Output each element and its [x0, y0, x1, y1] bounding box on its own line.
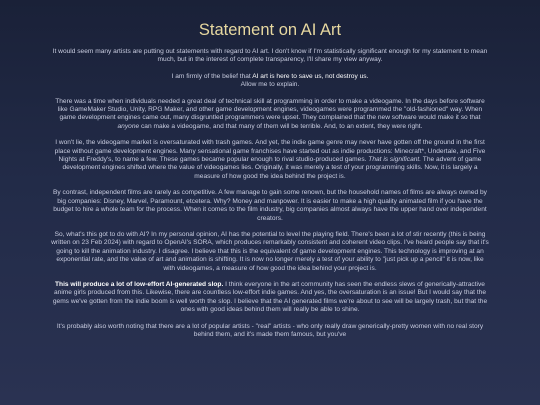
article — [50, 0, 490, 339]
page-title: Statement on AI Art — [198, 21, 342, 39]
belief-highlight: AI art is here to save us, not destroy us. — [252, 72, 369, 80]
slop-highlight: This will produce a lot of low-effort AI-generated slop. — [55, 280, 224, 288]
emphasis-significant: That is significant. — [368, 156, 422, 164]
emphasis-anyone: anyone — [117, 122, 140, 130]
paragraph-ai-level-field: So, what's this got to do with AI? In my personal opinion, AI has the potential to level the playing field. There's been a lot of stir recently (this is being written on 23 Feb 2024) with regard to OpenAI's SORA, which produces remarkably consistent and coherent video clips. I've heard people say that it's going to kill the animation industry. I disagree. I believe that this is the equivalent of game development engines. This technology is improving at an exponential rate, and the value of art and animation is shifting. It is now no longer merely a test of your ability to "just pick up a pencil" it is now, like with videogames, a measure of how good the idea behind your project is. — [51, 230, 489, 272]
paragraph-belief: I am firmly of the belief that AI art is here to save us, not destroy us. Allow me to explain. — [171, 72, 369, 89]
paragraph-popular-artists: It's probably also worth noting that there are a lot of popular artists - "real" artists - who only really draw generically-pretty women with no real story behind them, and it's made them famous, but you've — [56, 322, 484, 338]
paragraph-game-engines: There was a time when individuals needed a great deal of technical skill at programming in order to make a videogame. In the days before software like GameMaker Studio, Unity, RPG Maker, and other game development engines, videogames were programmed the "old-fashioned" way. When game development engines came out, many disgruntled programmers were upset. They complained that the new software would make it so that anyone can make a videogame, and that many of them will be terrible. And, to an extent, they were right. — [55, 97, 485, 130]
paragraph-intro: It would seem many artists are putting out statements with regard to AI art. I don't know if I'm statistically significant enough for my statement to mean much, but in the interest of complete transparency, I'll share my view anyway. — [52, 48, 488, 64]
paragraph-independent-films: By contrast, independent films are rarely as competitive. A few manage to gain some renown, but the household names of films are always owned by big companies: Disney, Marvel, Paramount, etcetera. Why? Money and manpower. It is easier to make a high quality animated film if you have the budget to hire a whole team for the process. When it comes to the film industry, big companies almost always have the upper hand over independent creators. — [53, 189, 487, 222]
paragraph-indie-games: I won't lie, the videogame market is oversaturated with trash games. And yet, the indie game genre may never have gotten off the ground in the first place without game development engines. Many sensational game franchises have started out as indie productions: Minecraft*, Undertale, and Five Nights at Freddy's, to name a few. These games became popular enough to rival studio-produced games. That is significant. The advent of game development engines shifted where the value of videogames lies. Originally, it was merely a test of your programming skills. Now, it is largely a measure of how good the idea behind the project is. — [54, 139, 486, 180]
paragraph-slop: This will produce a lot of low-effort AI-generated slop. I think everyone in the art community has seen the endless slews of generically-attractive anime girls produced from this. Likewise, there are countless low-effort indie games. And yes, the oversaturation is an issue! But I would say that the gems we've gotten from the indie boom is well worth the slop. I believe that the AI generated films we're about to see will be largely trash, but that the ones with good ideas behind them will really be able to shine. — [52, 280, 488, 314]
